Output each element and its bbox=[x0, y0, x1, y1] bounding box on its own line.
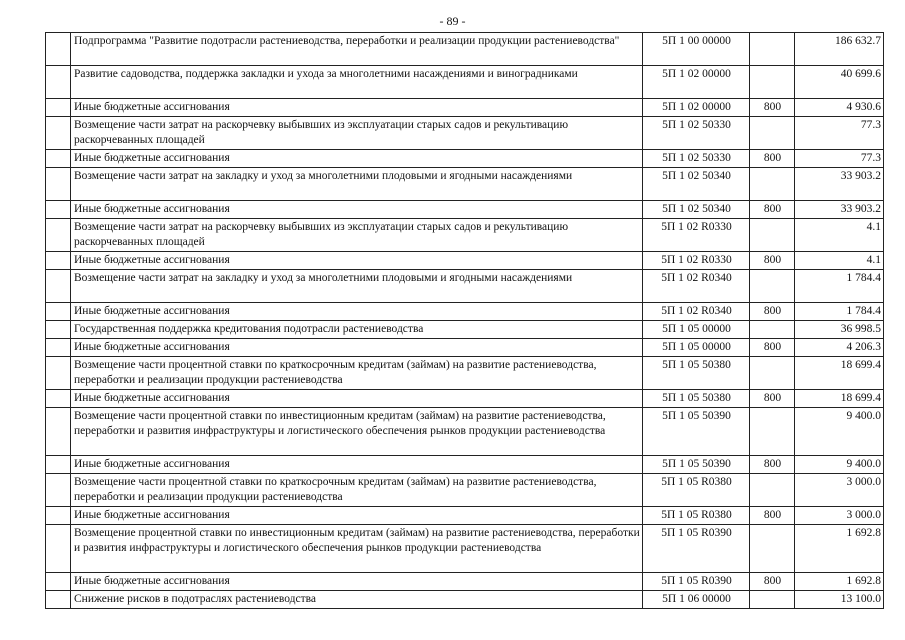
expense-type-cell bbox=[750, 408, 795, 456]
expense-type-cell: 800 bbox=[750, 201, 795, 219]
expense-type-cell bbox=[750, 321, 795, 339]
target-code-cell: 5П 1 02 R0330 bbox=[643, 219, 750, 252]
description-cell: Иные бюджетные ассигнования bbox=[71, 573, 643, 591]
description-cell: Развитие садоводства, поддержка закладки и ухода за многолетними насаждениями и виноградниками bbox=[71, 66, 643, 99]
expense-type-cell bbox=[750, 117, 795, 150]
table-row bbox=[46, 303, 884, 321]
blank-cell bbox=[46, 507, 71, 525]
blank-cell bbox=[46, 99, 71, 117]
table-row bbox=[46, 150, 884, 168]
expense-type-cell: 800 bbox=[750, 573, 795, 591]
blank-cell bbox=[46, 270, 71, 303]
description-cell: Иные бюджетные ассигнования bbox=[71, 507, 643, 525]
amount-cell: 36 998.5 bbox=[795, 321, 884, 339]
expense-type-cell bbox=[750, 357, 795, 390]
blank-cell bbox=[46, 201, 71, 219]
blank-cell bbox=[46, 66, 71, 99]
expense-type-cell bbox=[750, 33, 795, 66]
table-row bbox=[46, 33, 884, 66]
table-row bbox=[46, 591, 884, 609]
target-code-cell: 5П 1 02 R0330 bbox=[643, 252, 750, 270]
blank-cell bbox=[46, 390, 71, 408]
expense-type-cell bbox=[750, 219, 795, 252]
blank-cell bbox=[46, 525, 71, 573]
amount-cell: 1 784.4 bbox=[795, 270, 884, 303]
target-code-cell: 5П 1 00 00000 bbox=[643, 33, 750, 66]
description-cell: Иные бюджетные ассигнования bbox=[71, 303, 643, 321]
description-cell: Иные бюджетные ассигнования bbox=[71, 390, 643, 408]
page-number: - 89 - bbox=[439, 14, 466, 28]
amount-cell: 4 930.6 bbox=[795, 99, 884, 117]
expense-type-cell bbox=[750, 168, 795, 201]
expense-type-cell: 800 bbox=[750, 507, 795, 525]
blank-cell bbox=[46, 303, 71, 321]
blank-cell bbox=[46, 252, 71, 270]
target-code-cell: 5П 1 02 50330 bbox=[643, 117, 750, 150]
amount-cell: 9 400.0 bbox=[795, 408, 884, 456]
blank-cell bbox=[46, 339, 71, 357]
description-cell: Иные бюджетные ассигнования bbox=[71, 150, 643, 168]
description-cell: Иные бюджетные ассигнования bbox=[71, 201, 643, 219]
table-row bbox=[46, 270, 884, 303]
description-cell: Возмещение части затрат на закладку и уход за многолетними плодовыми и ягодными насаждениями bbox=[71, 168, 643, 201]
description-cell: Возмещение части затрат на закладку и уход за многолетними плодовыми и ягодными насаждениями bbox=[71, 270, 643, 303]
target-code-cell: 5П 1 05 R0380 bbox=[643, 507, 750, 525]
description-cell: Возмещение части затрат на раскорчевку выбывших из эксплуатации старых садов и рекультивацию раскорчеванных площадей bbox=[71, 219, 643, 252]
amount-cell: 3 000.0 bbox=[795, 507, 884, 525]
description-cell: Иные бюджетные ассигнования bbox=[71, 339, 643, 357]
table-row bbox=[46, 525, 884, 573]
amount-cell: 1 784.4 bbox=[795, 303, 884, 321]
expense-type-cell: 800 bbox=[750, 252, 795, 270]
amount-cell: 33 903.2 bbox=[795, 201, 884, 219]
amount-cell: 18 699.4 bbox=[795, 357, 884, 390]
description-cell: Иные бюджетные ассигнования bbox=[71, 252, 643, 270]
table-row bbox=[46, 390, 884, 408]
amount-cell: 3 000.0 bbox=[795, 474, 884, 507]
target-code-cell: 5П 1 02 50330 bbox=[643, 150, 750, 168]
table-row bbox=[46, 321, 884, 339]
description-cell: Возмещение части процентной ставки по краткосрочным кредитам (займам) на развитие растениеводства, переработки и реализации продукции растениеводства bbox=[71, 474, 643, 507]
blank-cell bbox=[46, 474, 71, 507]
expense-type-cell bbox=[750, 525, 795, 573]
target-code-cell: 5П 1 02 R0340 bbox=[643, 303, 750, 321]
table-row bbox=[46, 408, 884, 456]
amount-cell: 1 692.8 bbox=[795, 573, 884, 591]
target-code-cell: 5П 1 05 00000 bbox=[643, 339, 750, 357]
target-code-cell: 5П 1 05 50380 bbox=[643, 390, 750, 408]
target-code-cell: 5П 1 05 R0390 bbox=[643, 573, 750, 591]
description-cell: Снижение рисков в подотраслях растениеводства bbox=[71, 591, 643, 609]
blank-cell bbox=[46, 168, 71, 201]
amount-cell: 18 699.4 bbox=[795, 390, 884, 408]
description-cell: Возмещение процентной ставки по инвестиционным кредитам (займам) на развитие растениеводства, переработки и развития инфраструктуры и логистического обеспечения рынков продукции растениеводства bbox=[71, 525, 643, 573]
amount-cell: 1 692.8 bbox=[795, 525, 884, 573]
description-cell: Иные бюджетные ассигнования bbox=[71, 456, 643, 474]
blank-cell bbox=[46, 150, 71, 168]
amount-cell: 4 206.3 bbox=[795, 339, 884, 357]
description-cell: Возмещение части затрат на раскорчевку выбывших из эксплуатации старых садов и рекультивацию раскорчеванных площадей bbox=[71, 117, 643, 150]
table-row bbox=[46, 219, 884, 252]
table-row bbox=[46, 339, 884, 357]
blank-cell bbox=[46, 591, 71, 609]
blank-cell bbox=[46, 33, 71, 66]
amount-cell: 186 632.7 bbox=[795, 33, 884, 66]
table-row bbox=[46, 573, 884, 591]
blank-cell bbox=[46, 117, 71, 150]
blank-cell bbox=[46, 408, 71, 456]
budget-table bbox=[45, 32, 884, 609]
description-cell: Возмещение части процентной ставки по инвестиционным кредитам (займам) на развитие растениеводства, переработки и развития инфраструктуры и логистического обеспечения рынков продукции растениеводства bbox=[71, 408, 643, 456]
expense-type-cell bbox=[750, 474, 795, 507]
budget-table-body bbox=[46, 33, 884, 609]
blank-cell bbox=[46, 219, 71, 252]
target-code-cell: 5П 1 05 R0390 bbox=[643, 525, 750, 573]
amount-cell: 33 903.2 bbox=[795, 168, 884, 201]
target-code-cell: 5П 1 05 50390 bbox=[643, 408, 750, 456]
blank-cell bbox=[46, 456, 71, 474]
expense-type-cell bbox=[750, 591, 795, 609]
description-cell: Иные бюджетные ассигнования bbox=[71, 99, 643, 117]
description-cell: Возмещение части процентной ставки по краткосрочным кредитам (займам) на развитие растениеводства, переработки и реализации продукции растениеводства bbox=[71, 357, 643, 390]
target-code-cell: 5П 1 06 00000 bbox=[643, 591, 750, 609]
table-row bbox=[46, 168, 884, 201]
table-row bbox=[46, 99, 884, 117]
table-row bbox=[46, 66, 884, 99]
amount-cell: 4.1 bbox=[795, 252, 884, 270]
amount-cell: 77.3 bbox=[795, 150, 884, 168]
expense-type-cell: 800 bbox=[750, 390, 795, 408]
target-code-cell: 5П 1 05 00000 bbox=[643, 321, 750, 339]
blank-cell bbox=[46, 357, 71, 390]
expense-type-cell: 800 bbox=[750, 303, 795, 321]
amount-cell: 4.1 bbox=[795, 219, 884, 252]
target-code-cell: 5П 1 02 00000 bbox=[643, 66, 750, 99]
amount-cell: 40 699.6 bbox=[795, 66, 884, 99]
target-code-cell: 5П 1 02 R0340 bbox=[643, 270, 750, 303]
target-code-cell: 5П 1 05 R0380 bbox=[643, 474, 750, 507]
expense-type-cell: 800 bbox=[750, 339, 795, 357]
expense-type-cell: 800 bbox=[750, 99, 795, 117]
expense-type-cell: 800 bbox=[750, 150, 795, 168]
description-cell: Подпрограмма "Развитие подотрасли растениеводства, переработки и реализации продукции растениеводства" bbox=[71, 33, 643, 66]
expense-type-cell bbox=[750, 270, 795, 303]
table-row bbox=[46, 357, 884, 390]
target-code-cell: 5П 1 02 00000 bbox=[643, 99, 750, 117]
target-code-cell: 5П 1 02 50340 bbox=[643, 168, 750, 201]
table-row bbox=[46, 117, 884, 150]
table-row bbox=[46, 201, 884, 219]
table-row bbox=[46, 507, 884, 525]
blank-cell bbox=[46, 321, 71, 339]
target-code-cell: 5П 1 02 50340 bbox=[643, 201, 750, 219]
description-cell: Государственная поддержка кредитования подотрасли растениеводства bbox=[71, 321, 643, 339]
table-row bbox=[46, 474, 884, 507]
expense-type-cell: 800 bbox=[750, 456, 795, 474]
amount-cell: 77.3 bbox=[795, 117, 884, 150]
target-code-cell: 5П 1 05 50380 bbox=[643, 357, 750, 390]
table-row bbox=[46, 456, 884, 474]
amount-cell: 9 400.0 bbox=[795, 456, 884, 474]
blank-cell bbox=[46, 573, 71, 591]
table-row bbox=[46, 252, 884, 270]
target-code-cell: 5П 1 05 50390 bbox=[643, 456, 750, 474]
amount-cell: 13 100.0 bbox=[795, 591, 884, 609]
expense-type-cell bbox=[750, 66, 795, 99]
